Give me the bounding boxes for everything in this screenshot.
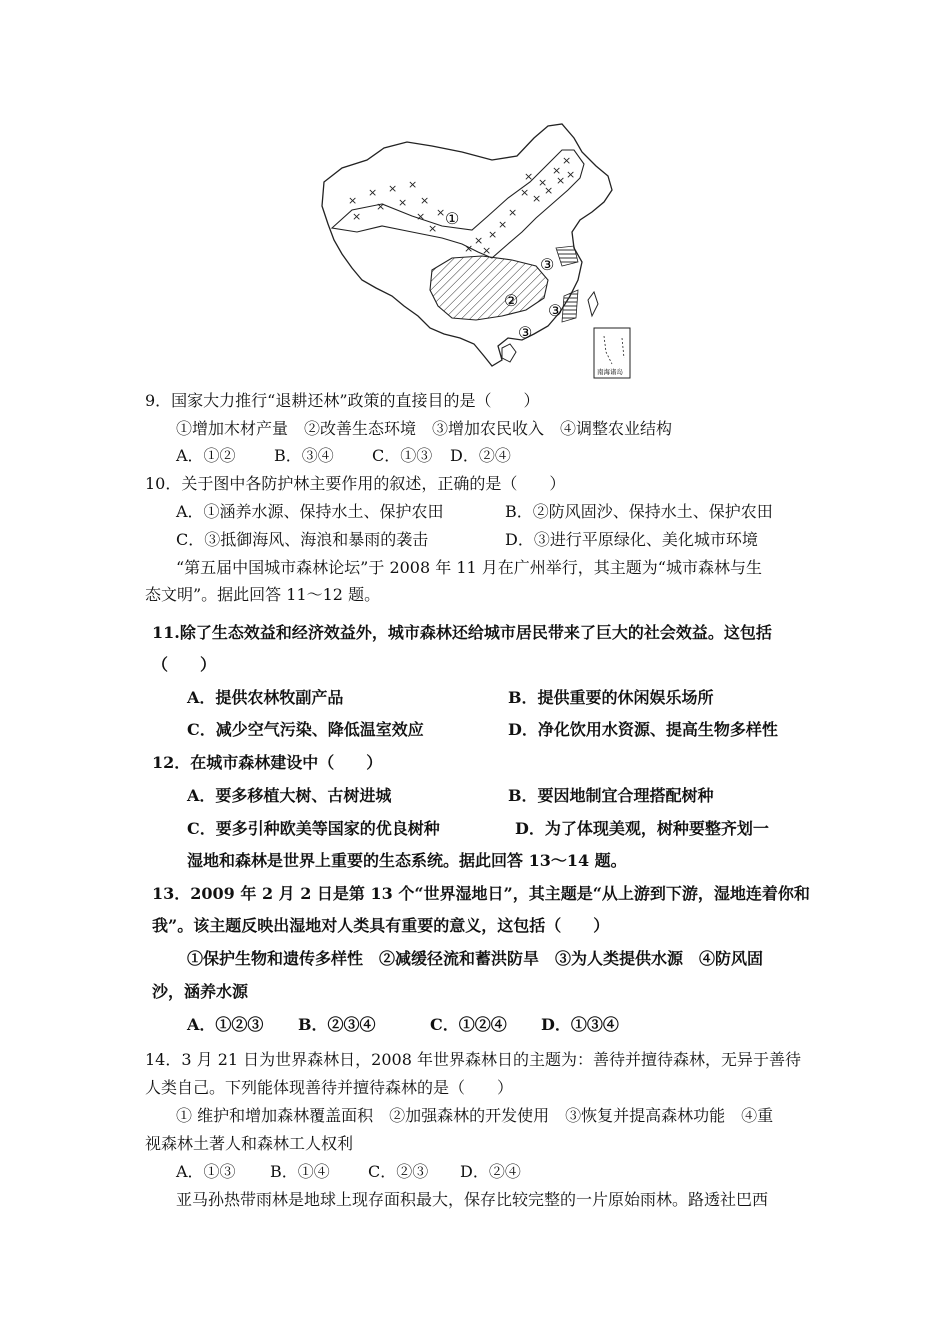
- q13-items-line2: 沙，涵养水源: [152, 982, 249, 1001]
- q10-stem: 10．关于图中各防护林主要作用的叙述，正确的是（ ）: [145, 474, 566, 493]
- q9-option-c: C．①③: [372, 446, 433, 465]
- closing-paragraph: 亚马孙热带雨林是地球上现存面积最大，保存比较完整的一片原始雨林。路透社巴西: [176, 1190, 769, 1209]
- svg-text:×: ×: [474, 234, 484, 247]
- q14-option-a: A．①③: [176, 1162, 236, 1181]
- inset-label: 南海诸岛: [597, 368, 623, 376]
- q12-option-d: D．为了体现美观，树种要整齐划一: [515, 819, 769, 838]
- q9-option-a: A．①②: [176, 446, 236, 465]
- q10-option-b: B．②防风固沙、保持水土、保护农田: [505, 502, 773, 521]
- intro-13-14: 湿地和森林是世界上重要的生态系统。据此回答 13～14 题。: [187, 851, 627, 870]
- svg-text:×: ×: [464, 242, 474, 255]
- svg-text:×: ×: [436, 206, 446, 219]
- q14-option-b: B．①④: [270, 1162, 330, 1181]
- svg-text:×: ×: [532, 192, 542, 205]
- svg-text:×: ×: [538, 176, 548, 189]
- svg-text:×: ×: [488, 228, 498, 241]
- q14-option-c: C．②③: [368, 1162, 429, 1181]
- intro-11-12-line2: 态文明”。据此回答 11～12 题。: [145, 585, 381, 604]
- intro-11-12-line1: “第五届中国城市森林论坛”于 2008 年 11 月在广州举行，其主题为“城市森林与生: [176, 558, 762, 577]
- q13-option-c: C．①②④: [430, 1015, 507, 1034]
- q11-stem-line1: 11.除了生态效益和经济效益外，城市森林还给城市居民带来了巨大的社会效益。这包括: [152, 623, 772, 642]
- q12-option-b: B．要因地制宜合理搭配树种: [508, 786, 714, 805]
- svg-text:×: ×: [368, 186, 378, 199]
- svg-text:×: ×: [348, 194, 358, 207]
- svg-text:×: ×: [352, 210, 362, 223]
- hainan-island: [502, 344, 516, 362]
- svg-text:×: ×: [408, 178, 418, 191]
- q12-option-a: A．要多移植大树、古树进城: [187, 786, 392, 805]
- svg-text:×: ×: [562, 154, 572, 167]
- q10-option-c: C．③抵御海风、海浪和暴雨的袭击: [176, 530, 429, 549]
- q13-option-a: A．①②③: [187, 1015, 264, 1034]
- svg-text:×: ×: [398, 196, 408, 209]
- q9-items: ①增加木材产量 ②改善生态环境 ③增加农民收入 ④调整农业结构: [176, 419, 673, 438]
- svg-text:×: ×: [498, 218, 508, 231]
- q13-stem-line2: 我”。该主题反映出湿地对人类具有重要的意义，这包括（ ）: [152, 916, 610, 935]
- svg-text:×: ×: [566, 168, 576, 181]
- q14-stem-line1: 14．3 月 21 日为世界森林日，2008 年世界森林日的主题为：善待并擅待森林，无异于善待: [145, 1050, 801, 1069]
- svg-text:×: ×: [420, 194, 430, 207]
- q10-option-a: A．①涵养水源、保持水土、保护农田: [176, 502, 444, 521]
- svg-text:×: ×: [376, 200, 386, 213]
- marker-region-3-east: ③: [548, 301, 563, 320]
- svg-text:×: ×: [388, 182, 398, 195]
- svg-text:×: ×: [482, 244, 492, 257]
- svg-text:×: ×: [508, 206, 518, 219]
- marker-region-1: ①: [445, 209, 460, 228]
- q11-option-d: D．净化饮用水资源、提高生物多样性: [508, 720, 778, 739]
- q9-stem: 9．国家大力推行“退耕还林”政策的直接目的是（ ）: [145, 391, 540, 410]
- q14-option-d: D．②④: [460, 1162, 521, 1181]
- q14-items-line1: ① 维护和增加森林覆盖面积 ②加强森林的开发使用 ③恢复并提高森林功能 ④重: [176, 1106, 774, 1125]
- q11-option-b: B．提供重要的休闲娱乐场所: [508, 688, 714, 707]
- svg-text:×: ×: [416, 210, 426, 223]
- svg-text:×: ×: [556, 174, 566, 187]
- q13-option-b: B．②③④: [298, 1015, 376, 1034]
- q11-stem-line2: （ ）: [152, 655, 217, 674]
- q12-option-c: C．要多引种欧美等国家的优良树种: [187, 819, 440, 838]
- q13-stem-line1: 13．2009 年 2 月 2 日是第 13 个“世界湿地日”，其主题是“从上游到下游，湿地连着你和: [152, 884, 810, 903]
- taiwan-island: [588, 292, 598, 316]
- q14-items-line2: 视森林土著人和森林工人权利: [145, 1134, 354, 1153]
- svg-text:×: ×: [552, 164, 562, 177]
- q11-option-c: C．减少空气污染、降低温室效应: [187, 720, 424, 739]
- svg-text:×: ×: [520, 186, 530, 199]
- q13-option-d: D．①③④: [541, 1015, 619, 1034]
- q13-items-line1: ①保护生物和遗传多样性 ②减缓径流和蓄洪防旱 ③为人类提供水源 ④防风固: [187, 949, 764, 968]
- svg-text:×: ×: [524, 170, 534, 183]
- q12-stem: 12．在城市森林建设中（ ）: [152, 753, 383, 772]
- q11-option-a: A．提供农林牧副产品: [187, 688, 344, 707]
- svg-text:×: ×: [428, 222, 438, 235]
- q9-option-b: B．③④: [274, 446, 334, 465]
- q14-stem-line2: 人类自己。下列能体现善待并擅待森林的是（ ）: [145, 1078, 514, 1097]
- q10-option-d: D．③进行平原绿化、美化城市环境: [505, 530, 758, 549]
- china-shelterbelt-map: [312, 120, 640, 382]
- q9-option-d: D．②④: [450, 446, 511, 465]
- marker-region-2: ②: [504, 291, 519, 310]
- marker-region-3-south: ③: [518, 323, 533, 342]
- svg-text:×: ×: [544, 184, 554, 197]
- marker-region-3-north: ③: [540, 255, 555, 274]
